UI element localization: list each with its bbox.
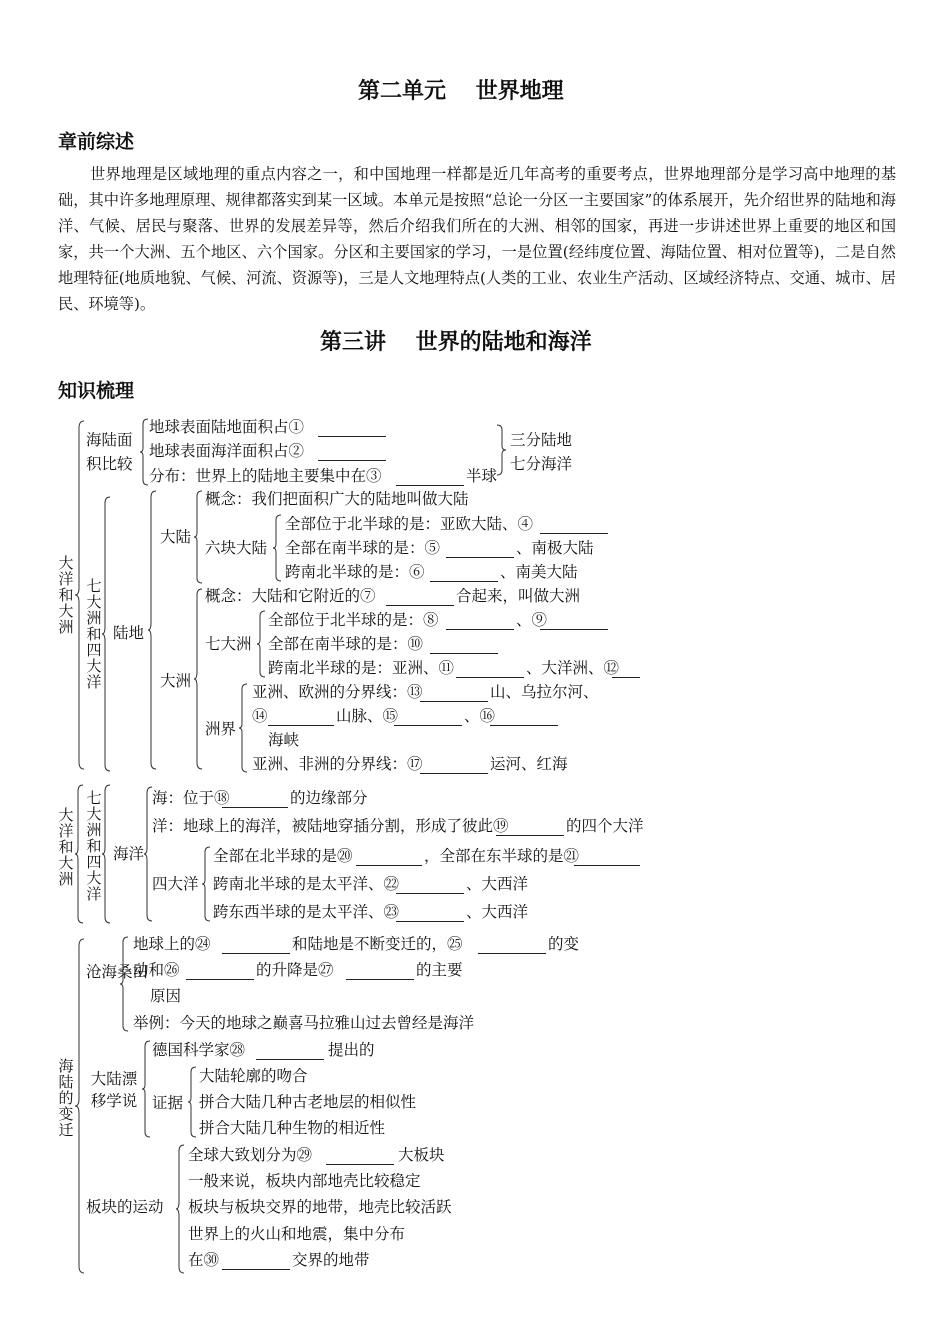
blank-27[interactable]	[346, 979, 414, 980]
brace-icon	[141, 1040, 151, 1138]
intro-heading: 章前综述	[58, 131, 135, 153]
qi-line-3-end: 、大洋洲、⑫	[526, 659, 620, 677]
blank-5[interactable]	[446, 557, 514, 558]
drift-line-1: 德国科学家㉘	[152, 1041, 246, 1059]
brace-icon	[139, 418, 149, 486]
four-line-2: 跨南北半球的是太平洋、㉒	[213, 875, 400, 893]
jie-line-2-end: 、⑯	[464, 707, 496, 725]
cang-line-1-end: 的变	[548, 935, 580, 953]
blank-4[interactable]	[540, 533, 608, 534]
brace-icon	[193, 588, 203, 770]
blank-22[interactable]	[396, 893, 464, 894]
cang-line-2: 动和㉖	[133, 961, 180, 979]
blank-1[interactable]	[318, 436, 386, 437]
area-line-2: 地球表面海洋面积占②	[149, 442, 305, 460]
cang-line-2-end: 的主要	[416, 961, 463, 979]
area-right-2: 七分海洋	[510, 455, 573, 473]
plate-line-2: 一般来说，板块内部地壳比较稳定	[188, 1172, 421, 1190]
blank-25[interactable]	[478, 953, 546, 954]
tree2-root: 大洋和大洲	[58, 806, 74, 888]
blank-29[interactable]	[326, 1164, 394, 1165]
brace-icon	[175, 1144, 185, 1274]
blank-10[interactable]	[430, 653, 498, 654]
blank-15[interactable]	[394, 725, 462, 726]
evidence-label: 证据	[152, 1094, 184, 1112]
brace-icon	[256, 610, 266, 678]
tree1-root: 大洋和大洲	[58, 554, 74, 636]
cang-example: 举例：今天的地球之巅喜马拉雅山过去曾经是海洋	[133, 1014, 475, 1032]
evidence-1: 大陆轮廓的吻合	[199, 1067, 308, 1085]
blank-11[interactable]	[456, 677, 524, 678]
qi-line-2: 全部在南半球的是：⑩	[268, 635, 424, 653]
zhou-label: 大洲	[160, 672, 192, 690]
blank-7[interactable]	[386, 605, 454, 606]
jie-line-1: 亚洲、欧洲的分界线：⑬	[252, 683, 423, 701]
brace-icon	[201, 846, 211, 922]
blank-28[interactable]	[256, 1059, 324, 1060]
blank-13[interactable]	[420, 701, 488, 702]
six-line-2-end: 、南极大陆	[516, 539, 594, 557]
blank-24[interactable]	[222, 953, 290, 954]
blank-3[interactable]	[396, 485, 464, 486]
plate-line-4: 世界上的火山和地震，集中分布	[188, 1225, 406, 1243]
four-line-1-end: ，全部在东半球的是㉑	[424, 847, 580, 865]
blank-26[interactable]	[186, 979, 254, 980]
tree3-root: 海陆的变迁	[58, 1057, 74, 1139]
brace-icon	[147, 490, 157, 770]
yang-line: 洋：地球上的海洋，被陆地穿插分割，形成了彼此⑲	[152, 817, 509, 835]
cang-line-1-mid: 和陆地是不断变迁的，㉕	[292, 935, 463, 953]
brace-icon	[193, 490, 203, 584]
plate-line-3: 板块与板块交界的地带，地壳比较活跃	[188, 1198, 452, 1216]
continent-label: 大陆	[160, 528, 192, 546]
blank-8[interactable]	[446, 629, 514, 630]
area-line-1: 地球表面陆地面积占①	[149, 418, 305, 436]
brace-icon	[238, 683, 248, 773]
continent-concept: 概念：我们把面积广大的陆地叫做大陆	[205, 490, 469, 508]
evidence-2: 拼合大陆几种古老地层的相似性	[199, 1093, 417, 1111]
blank-20[interactable]	[356, 865, 422, 866]
plate-label: 板块的运动	[86, 1198, 164, 1216]
blank-6[interactable]	[430, 581, 498, 582]
zhou-concept-end: 合起来，叫做大洲	[456, 587, 581, 605]
yang-line-end: 的四个大洋	[566, 817, 644, 835]
jie-line-4-end: 运河、红海	[490, 755, 568, 773]
brace-icon	[119, 936, 129, 1032]
plate-line-1: 全球大致划分为㉙	[188, 1146, 313, 1164]
brace-icon	[101, 784, 111, 924]
brace-icon	[101, 496, 111, 772]
four-line-3-end: 、大西洋	[466, 903, 529, 921]
sea-line: 海：位于⑱	[152, 789, 230, 807]
blank-9[interactable]	[540, 629, 608, 630]
six-line-3: 跨南北半球的是：⑥	[285, 563, 425, 581]
brace-icon	[272, 514, 282, 582]
zhou-concept: 概念：大陆和它附近的⑦	[205, 587, 376, 605]
brace-icon	[74, 938, 86, 1274]
qi-line-1: 全部位于北半球的是：⑧	[268, 611, 439, 629]
seven-continents-label: 七大洲	[205, 635, 252, 653]
area-line-3: 分布：世界上的陆地主要集中在③	[149, 467, 382, 485]
blank-17[interactable]	[420, 773, 488, 774]
jie-line-1-end: 山、乌拉尔河、	[490, 683, 599, 701]
unit-title: 第二单元 世界地理	[358, 79, 564, 104]
cang-line-2-mid: 的升降是㉗	[256, 961, 334, 979]
four-line-2-end: 、大西洋	[466, 875, 529, 893]
six-line-3-end: 、南美大陆	[500, 563, 578, 581]
four-line-1: 全部在北半球的是⑳	[213, 847, 353, 865]
area-right-1: 三分陆地	[510, 431, 573, 449]
lecture-title: 第三讲 世界的陆地和海洋	[320, 330, 592, 355]
blank-23[interactable]	[396, 921, 464, 922]
area-label-2: 积比较	[86, 455, 133, 473]
brace-icon	[74, 420, 86, 770]
evidence-3: 拼合大陆几种生物的相近性	[199, 1119, 386, 1137]
jie-line-2: ⑭	[252, 707, 268, 725]
jie-line-4: 亚洲、非洲的分界线：⑰	[252, 755, 423, 773]
plate-line-1-end: 大板块	[398, 1146, 445, 1164]
area-line-3-end: 半球	[466, 467, 498, 485]
area-label-1: 海陆面	[86, 431, 133, 449]
blank-12[interactable]	[612, 677, 640, 678]
blank-21[interactable]	[574, 865, 640, 866]
blank-19[interactable]	[496, 835, 564, 836]
brace-icon	[496, 424, 508, 476]
jie-line-2-mid: 山脉、⑮	[336, 707, 399, 725]
qi-line-1-end: 、⑨	[516, 611, 548, 629]
knowledge-heading: 知识梳理	[58, 380, 135, 402]
drift-line-1-end: 提出的	[328, 1041, 375, 1059]
brace-icon	[74, 784, 84, 924]
six-line-1: 全部位于北半球的是：亚欧大陆、④	[285, 515, 534, 533]
four-oceans-label: 四大洋	[152, 875, 199, 893]
blank-2[interactable]	[318, 460, 386, 461]
qi-line-3: 跨南北半球的是：亚洲、⑪	[268, 659, 455, 677]
blank-14[interactable]	[268, 725, 334, 726]
plate-line-5: 在㉚	[188, 1251, 220, 1269]
intro-paragraph: 世界地理是区域地理的重点内容之一，和中国地理一样都是近几年高考的重要考点，世界地理部分是学习高中地理的基础，其中许多地理原理、规律都落实到某一区域。本单元是按照“总论一分区一主要国家”的体系展开，先介绍世界的陆地和海洋、气候、居民与聚落、世界的发展差异等，然后介绍我们所在的大洲、相邻的国家，再进一步讲述世界上重要的地区和国家，共一个大洲、五个地区、六个国家。分区和主要国家的学习，一是位置(经纬度位置、海陆位置、相对位置等)，二是自然地理特征(地质地貌、气候、河流、资源等)，三是人文地理特点(人类的工业、农业生产活动、区域经济特点、交通、城市、居民、环境等)。	[58, 165, 896, 313]
cang-line-3: 原因	[150, 987, 182, 1005]
seven-four-label: 七大洲和四大洋	[86, 577, 102, 691]
drift-label	[86, 1068, 142, 1112]
blank-16[interactable]	[490, 725, 558, 726]
six-continents-label: 六块大陆	[205, 539, 268, 557]
cang-text: 沧海桑田	[86, 963, 149, 981]
boundary-label: 洲界	[205, 720, 237, 738]
ocean-label: 海洋	[113, 845, 145, 863]
sea-line-end: 的边缘部分	[290, 789, 368, 807]
blank-18[interactable]	[222, 807, 288, 808]
drift-text: 大陆漂移学说	[90, 1070, 138, 1110]
tree2-seven-four: 七大洲和四大洋	[86, 789, 102, 903]
brace-icon	[187, 1066, 197, 1138]
land-label: 陆地	[113, 624, 145, 642]
four-line-3: 跨东西半球的是太平洋、㉓	[213, 903, 400, 921]
six-line-2: 全部在南半球的是：⑤	[285, 539, 441, 557]
blank-30[interactable]	[222, 1269, 290, 1270]
cang-line-1: 地球上的㉔	[133, 935, 211, 953]
plate-line-5-end: 交界的地带	[292, 1251, 370, 1269]
jie-line-3: 海峡	[268, 731, 300, 749]
